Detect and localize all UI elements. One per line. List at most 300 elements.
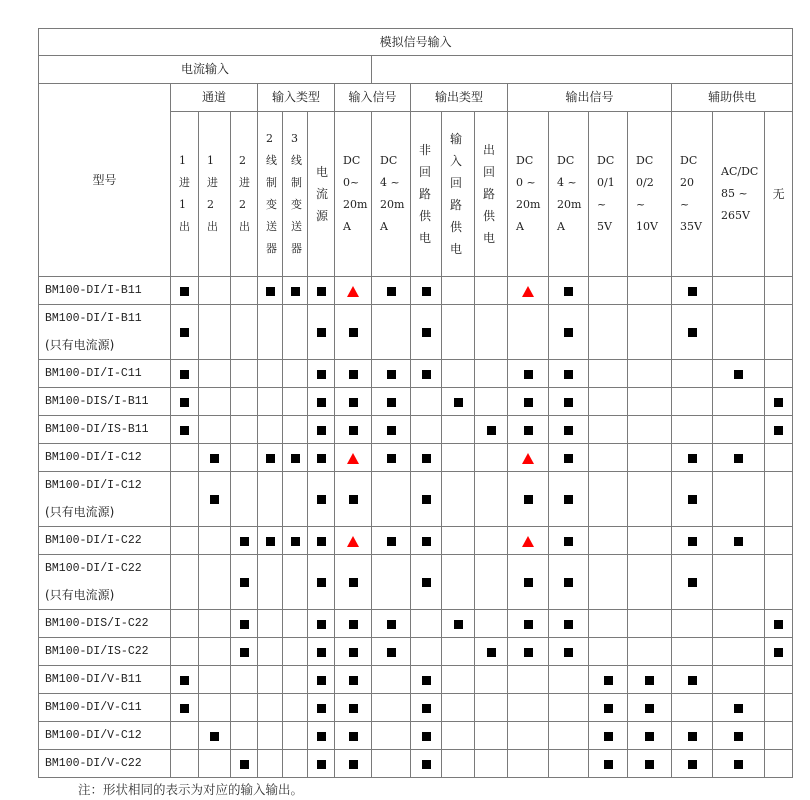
subheader-cell <box>628 112 672 277</box>
marker-cell <box>442 722 475 750</box>
marker-cell <box>171 666 199 694</box>
model-name: BM100-DI/IS-C22 <box>45 645 149 658</box>
subheader-line: 源 <box>316 209 329 223</box>
black-square-icon <box>688 328 697 337</box>
marker-cell <box>258 360 283 388</box>
marker-cell <box>258 388 283 416</box>
marker-cell <box>411 305 442 360</box>
marker-cell <box>713 527 765 555</box>
marker-cell <box>231 610 258 638</box>
black-square-icon <box>387 620 396 629</box>
marker-cell <box>335 388 372 416</box>
marker-cell <box>231 305 258 360</box>
marker-cell <box>308 416 335 444</box>
marker-cell <box>411 472 442 527</box>
subheader-line: 进 <box>179 176 190 189</box>
marker-cell <box>231 360 258 388</box>
marker-cell <box>372 555 411 610</box>
black-square-icon <box>564 578 573 587</box>
subheader-line: ~ <box>636 198 646 211</box>
marker-cell <box>628 360 672 388</box>
black-square-icon <box>180 426 189 435</box>
marker-cell <box>372 305 411 360</box>
black-square-icon <box>317 328 326 337</box>
marker-cell <box>335 305 372 360</box>
subheader-line: 入 <box>450 154 463 168</box>
black-square-icon <box>604 676 613 685</box>
marker-cell <box>765 694 793 722</box>
marker-cell <box>171 416 199 444</box>
marker-cell <box>171 610 199 638</box>
subheader-line: 器 <box>291 242 302 255</box>
marker-cell <box>199 666 231 694</box>
black-square-icon <box>180 370 189 379</box>
marker-cell <box>475 444 508 472</box>
marker-cell <box>589 694 628 722</box>
marker-cell <box>713 610 765 638</box>
marker-cell <box>549 750 589 778</box>
black-square-icon <box>349 676 358 685</box>
subheader-cell <box>283 112 308 277</box>
marker-cell <box>308 750 335 778</box>
subheader-line: 0/1 <box>597 176 615 189</box>
subheader-line: 1 <box>179 198 186 211</box>
marker-cell <box>308 722 335 750</box>
subheader-line: DC <box>680 154 698 167</box>
red-triangle-icon <box>347 453 359 464</box>
marker-cell <box>475 722 508 750</box>
black-square-icon <box>210 732 219 741</box>
black-square-icon <box>349 578 358 587</box>
marker-cell <box>589 277 628 305</box>
marker-cell <box>335 360 372 388</box>
marker-cell <box>231 527 258 555</box>
black-square-icon <box>349 398 358 407</box>
black-square-icon <box>564 328 573 337</box>
marker-cell <box>442 694 475 722</box>
marker-cell <box>258 555 283 610</box>
marker-cell <box>628 277 672 305</box>
marker-cell <box>199 694 231 722</box>
table-row <box>39 610 793 638</box>
marker-cell <box>589 722 628 750</box>
marker-cell <box>283 416 308 444</box>
subheader-line: 回 <box>450 176 463 190</box>
marker-cell <box>765 638 793 666</box>
marker-cell <box>283 527 308 555</box>
subheader-line: DC <box>557 154 575 167</box>
marker-cell <box>372 360 411 388</box>
marker-cell <box>508 694 549 722</box>
marker-cell <box>442 305 475 360</box>
marker-cell <box>308 305 335 360</box>
marker-cell <box>628 610 672 638</box>
model-cell <box>39 416 171 444</box>
black-square-icon <box>524 426 533 435</box>
black-square-icon <box>422 328 431 337</box>
marker-cell <box>672 666 713 694</box>
black-square-icon <box>645 732 654 741</box>
black-square-icon <box>317 676 326 685</box>
marker-cell <box>589 416 628 444</box>
subheader-line: DC <box>343 154 361 167</box>
black-square-icon <box>180 328 189 337</box>
subheader-cell <box>508 112 549 277</box>
subheader-line: 制 <box>266 176 277 189</box>
marker-cell <box>442 277 475 305</box>
black-square-icon <box>349 426 358 435</box>
red-triangle-icon <box>522 286 534 297</box>
model-name: BM100-DI/I-C12 <box>45 451 142 464</box>
subheader-line: AC/DC <box>721 165 759 178</box>
marker-cell <box>335 610 372 638</box>
subheader-line: 出 <box>207 220 218 233</box>
marker-cell <box>231 666 258 694</box>
marker-cell <box>589 666 628 694</box>
subheader-cell <box>411 112 442 277</box>
black-square-icon <box>604 760 613 769</box>
black-square-icon <box>422 495 431 504</box>
black-square-icon <box>645 704 654 713</box>
marker-cell <box>335 555 372 610</box>
marker-cell <box>171 527 199 555</box>
marker-cell <box>372 527 411 555</box>
subheader-cell <box>231 112 258 277</box>
subheader-cell <box>672 112 713 277</box>
subheader-line: 路 <box>419 187 432 201</box>
marker-cell <box>508 360 549 388</box>
black-square-icon <box>774 648 783 657</box>
black-square-icon <box>387 648 396 657</box>
marker-cell <box>589 638 628 666</box>
model-name: BM100-DI/V-C22 <box>45 757 142 770</box>
marker-cell <box>283 360 308 388</box>
marker-cell <box>335 666 372 694</box>
black-square-icon <box>422 454 431 463</box>
marker-cell <box>549 694 589 722</box>
black-square-icon <box>688 760 697 769</box>
marker-cell <box>258 472 283 527</box>
marker-cell <box>508 555 549 610</box>
marker-cell <box>628 555 672 610</box>
black-square-icon <box>524 398 533 407</box>
black-square-icon <box>240 760 249 769</box>
marker-cell <box>549 360 589 388</box>
black-square-icon <box>180 287 189 296</box>
subheader-line: 器 <box>266 242 277 255</box>
black-square-icon <box>387 537 396 546</box>
marker-cell <box>589 472 628 527</box>
black-square-icon <box>564 398 573 407</box>
marker-cell <box>475 638 508 666</box>
marker-cell <box>765 360 793 388</box>
marker-cell <box>442 472 475 527</box>
marker-cell <box>308 472 335 527</box>
black-square-icon <box>564 620 573 629</box>
subheader-line: DC <box>380 154 398 167</box>
marker-cell <box>199 722 231 750</box>
black-square-icon <box>387 426 396 435</box>
model-cell <box>39 694 171 722</box>
subheader-cell <box>765 112 793 277</box>
marker-cell <box>442 527 475 555</box>
marker-cell <box>199 750 231 778</box>
marker-cell <box>308 638 335 666</box>
marker-cell <box>549 444 589 472</box>
black-square-icon <box>349 370 358 379</box>
black-square-icon <box>564 648 573 657</box>
black-square-icon <box>734 704 743 713</box>
marker-cell <box>231 694 258 722</box>
marker-cell <box>765 555 793 610</box>
subheader-cell <box>475 112 508 277</box>
subheader-line: ~ <box>597 198 607 211</box>
marker-cell <box>335 277 372 305</box>
black-square-icon <box>422 537 431 546</box>
black-square-icon <box>487 426 496 435</box>
subheader-line: ~ <box>680 198 690 211</box>
marker-cell <box>308 555 335 610</box>
subheader-line: 输 <box>450 132 463 146</box>
marker-cell <box>628 666 672 694</box>
subheader-line: 1 <box>179 154 186 167</box>
model-name: BM100-DI/I-C22 <box>45 534 142 547</box>
marker-cell <box>335 527 372 555</box>
marker-cell <box>475 666 508 694</box>
marker-cell <box>713 666 765 694</box>
marker-cell <box>171 750 199 778</box>
black-square-icon <box>524 648 533 657</box>
subheader-line: 0~ <box>343 176 360 189</box>
marker-cell <box>713 360 765 388</box>
marker-cell <box>171 360 199 388</box>
marker-cell <box>765 527 793 555</box>
group-header-output-signal: 输出信号 <box>508 84 672 112</box>
marker-cell <box>475 388 508 416</box>
subheader-line: 线 <box>291 154 302 167</box>
black-square-icon <box>688 676 697 685</box>
subheader-line: 出 <box>239 220 250 233</box>
marker-cell <box>411 610 442 638</box>
black-square-icon <box>774 398 783 407</box>
marker-cell <box>335 444 372 472</box>
marker-cell <box>308 527 335 555</box>
marker-cell <box>199 555 231 610</box>
marker-cell <box>672 694 713 722</box>
marker-cell <box>442 416 475 444</box>
marker-cell <box>765 416 793 444</box>
black-square-icon <box>317 495 326 504</box>
marker-cell <box>508 305 549 360</box>
table-row <box>39 694 793 722</box>
black-square-icon <box>688 454 697 463</box>
marker-cell <box>475 305 508 360</box>
black-square-icon <box>317 732 326 741</box>
black-square-icon <box>422 760 431 769</box>
subheader-line: 进 <box>239 176 250 189</box>
marker-cell <box>589 610 628 638</box>
black-square-icon <box>688 537 697 546</box>
marker-cell <box>765 388 793 416</box>
marker-cell <box>335 750 372 778</box>
black-square-icon <box>564 537 573 546</box>
marker-cell <box>283 666 308 694</box>
marker-cell <box>411 527 442 555</box>
marker-cell <box>672 360 713 388</box>
black-square-icon <box>317 648 326 657</box>
subheader-line: 0/2 <box>636 176 654 189</box>
marker-cell <box>589 388 628 416</box>
subheader-line: 供 <box>483 209 496 223</box>
subheader-line: 电 <box>419 231 432 245</box>
black-square-icon <box>604 704 613 713</box>
marker-cell <box>765 277 793 305</box>
model-note: (只有电流源) <box>45 588 115 602</box>
marker-cell <box>475 750 508 778</box>
group-header-input-signal: 输入信号 <box>335 84 411 112</box>
model-cell <box>39 444 171 472</box>
model-note: (只有电流源) <box>45 505 115 519</box>
marker-cell <box>508 610 549 638</box>
marker-cell <box>713 305 765 360</box>
table-row <box>39 638 793 666</box>
black-square-icon <box>564 426 573 435</box>
marker-cell <box>258 416 283 444</box>
model-note: (只有电流源) <box>45 338 115 352</box>
subheader-line: 35V <box>680 220 702 233</box>
marker-cell <box>589 750 628 778</box>
model-cell <box>39 472 171 527</box>
black-square-icon <box>688 578 697 587</box>
marker-cell <box>258 638 283 666</box>
subheader-cell <box>713 112 765 277</box>
subheader-line: 3 <box>291 132 298 145</box>
black-square-icon <box>317 370 326 379</box>
marker-cell <box>171 472 199 527</box>
subheader-line: 20m <box>557 198 582 211</box>
model-cell <box>39 527 171 555</box>
marker-cell <box>672 305 713 360</box>
marker-cell <box>411 555 442 610</box>
marker-cell <box>283 444 308 472</box>
marker-cell <box>231 416 258 444</box>
subheader-line: 4 ~ <box>557 176 577 189</box>
black-square-icon <box>524 495 533 504</box>
marker-cell <box>628 527 672 555</box>
subheader-line: 2 <box>207 198 214 211</box>
subheader-line: A <box>557 220 565 233</box>
marker-cell <box>475 694 508 722</box>
subheader-line: A <box>343 220 351 233</box>
black-square-icon <box>240 620 249 629</box>
black-square-icon <box>734 370 743 379</box>
marker-cell <box>442 666 475 694</box>
subheader-cell <box>171 112 199 277</box>
model-name: BM100-DI/I-B11 <box>45 312 142 325</box>
subheader-cell <box>549 112 589 277</box>
subheader-line: DC <box>597 154 615 167</box>
black-square-icon <box>210 454 219 463</box>
black-square-icon <box>180 676 189 685</box>
table-row <box>39 277 793 305</box>
black-square-icon <box>240 537 249 546</box>
subheader-line: 非 <box>419 143 432 157</box>
marker-cell <box>765 750 793 778</box>
black-square-icon <box>266 537 275 546</box>
marker-cell <box>549 527 589 555</box>
subheader-line: 出 <box>179 220 190 233</box>
marker-cell <box>672 277 713 305</box>
model-cell <box>39 555 171 610</box>
subheader-cell <box>199 112 231 277</box>
subheader-line: 出 <box>483 143 496 157</box>
marker-cell <box>372 472 411 527</box>
red-triangle-icon <box>347 536 359 547</box>
subheader-line: A <box>380 220 388 233</box>
model-spec-table <box>38 28 793 778</box>
black-square-icon <box>266 287 275 296</box>
black-square-icon <box>349 328 358 337</box>
black-square-icon <box>291 287 300 296</box>
model-cell <box>39 305 171 360</box>
table-row <box>39 555 793 610</box>
marker-cell <box>672 527 713 555</box>
black-square-icon <box>317 426 326 435</box>
marker-cell <box>258 666 283 694</box>
marker-cell <box>589 527 628 555</box>
subheader-cell <box>589 112 628 277</box>
model-name: BM100-DI/IS-B11 <box>45 423 149 436</box>
model-name: BM100-DI/V-B11 <box>45 673 142 686</box>
marker-cell <box>713 638 765 666</box>
marker-cell <box>258 305 283 360</box>
marker-cell <box>258 750 283 778</box>
black-square-icon <box>210 495 219 504</box>
subheader-line: 电 <box>316 165 329 179</box>
marker-cell <box>713 444 765 472</box>
black-square-icon <box>487 648 496 657</box>
marker-cell <box>508 722 549 750</box>
black-square-icon <box>317 704 326 713</box>
black-square-icon <box>734 732 743 741</box>
marker-cell <box>442 638 475 666</box>
red-triangle-icon <box>347 286 359 297</box>
marker-cell <box>283 750 308 778</box>
marker-cell <box>283 694 308 722</box>
marker-cell <box>199 305 231 360</box>
black-square-icon <box>734 760 743 769</box>
marker-cell <box>713 722 765 750</box>
black-square-icon <box>180 398 189 407</box>
marker-cell <box>199 360 231 388</box>
group-header-channel: 通道 <box>171 84 258 112</box>
marker-cell <box>549 388 589 416</box>
marker-cell <box>672 638 713 666</box>
subheader-line: 流 <box>316 187 329 201</box>
marker-cell <box>231 388 258 416</box>
marker-cell <box>335 638 372 666</box>
subheader-cell <box>258 112 283 277</box>
table-row <box>39 444 793 472</box>
model-name: BM100-DI/I-B11 <box>45 284 142 297</box>
black-square-icon <box>349 495 358 504</box>
subheader-line: DC <box>636 154 654 167</box>
marker-cell <box>411 694 442 722</box>
marker-cell <box>628 444 672 472</box>
subheader-line: 回 <box>419 165 432 179</box>
marker-cell <box>411 416 442 444</box>
subheader-line: 20 <box>680 176 694 189</box>
